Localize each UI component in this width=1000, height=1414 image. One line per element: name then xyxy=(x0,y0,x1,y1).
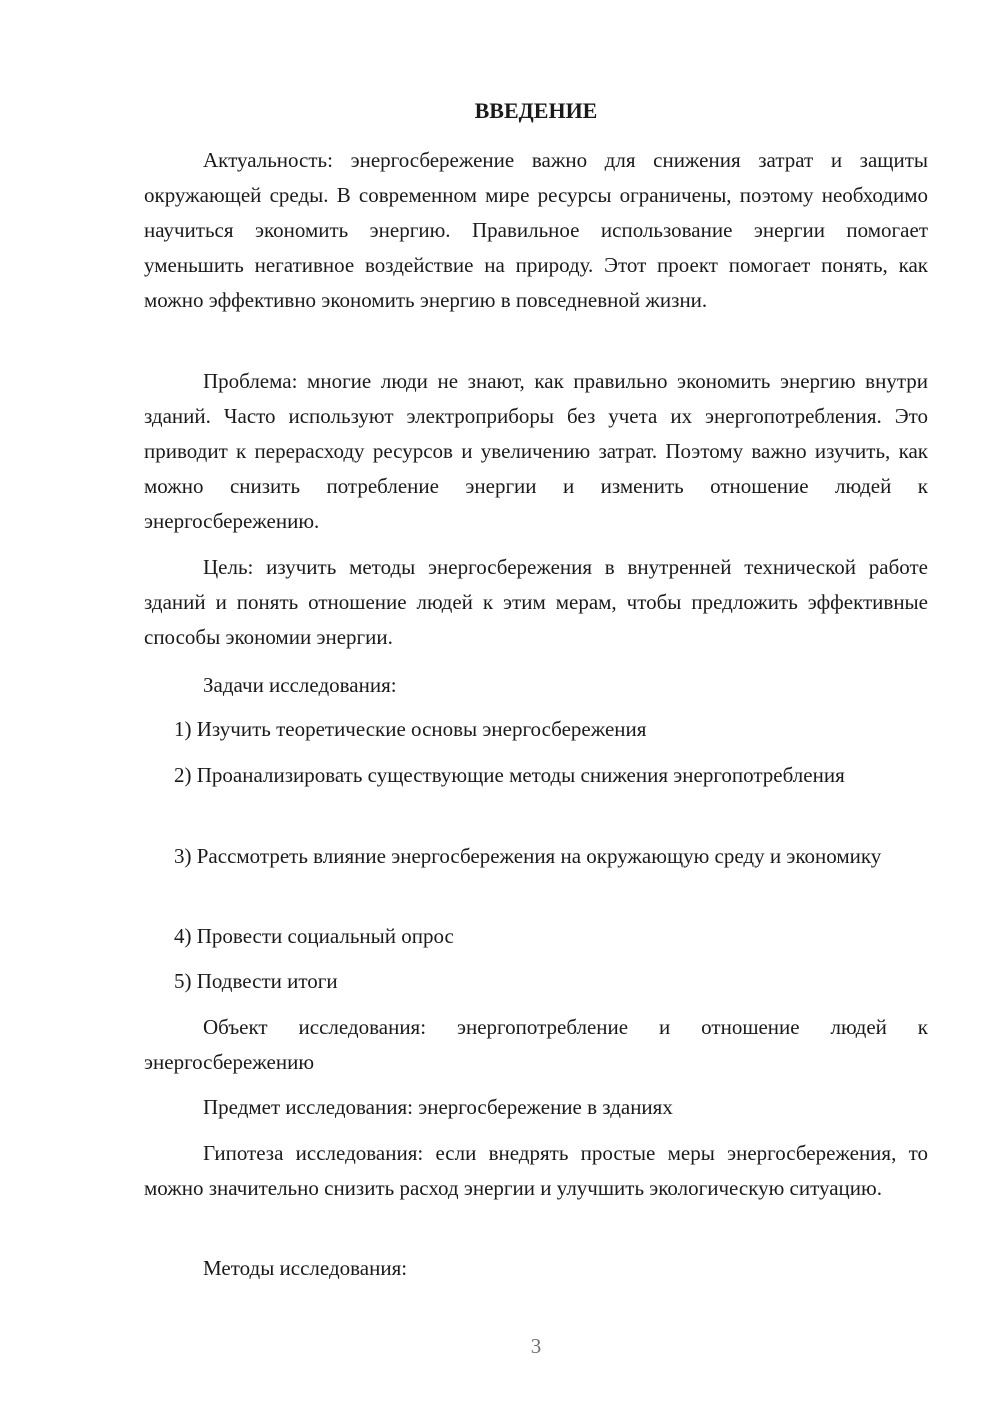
list-item-task-1: 1) Изучить теоретические основы энергосбережения xyxy=(174,717,647,741)
list-item-task-4: 4) Провести социальный опрос xyxy=(174,924,454,948)
page-title: ВВЕДЕНИЕ xyxy=(474,98,598,123)
paragraph-subject: Предмет исследования: энергосбережение в зданиях xyxy=(203,1095,673,1119)
paragraph-hypothesis: Гипотеза исследования: если внедрять простые меры энергосбережения, то можно значительно снизить расход энергии и улучшить экологическую ситуацию. xyxy=(144,1141,928,1200)
paragraph-problem: Проблема: многие люди не знают, как правильно экономить энергию внутри зданий. Часто используют электроприборы без учета их энергопотребления. Это приводит к перерасходу ресурсов и увеличению затрат. Поэтому важно изучить, как можно снизить потребление энергии и изменить отношение людей к энергосбережению. xyxy=(144,369,928,533)
list-item-task-3: 3) Рассмотреть влияние энергосбережения на окружающую среду и экономику xyxy=(174,844,882,868)
paragraph-relevance: Актуальность: энергосбережение важно для снижения затрат и защиты окружающей среды. В современном мире ресурсы ограничены, поэтому необходимо научиться экономить энергию. Правильное использование энергии помогает уменьшить негативное воздействие на природу. Этот проект помогает понять, как можно эффективно экономить энергию в повседневной жизни. xyxy=(144,148,928,312)
list-item-task-2: 2) Проанализировать существующие методы снижения энергопотребления xyxy=(174,763,845,787)
methods-heading: Методы исследования: xyxy=(203,1256,408,1280)
paragraph-object: Объект исследования: энергопотребление и отношение людей к энергосбережению xyxy=(144,1015,928,1074)
page-number: 3 xyxy=(530,1334,542,1358)
paragraph-goal: Цель: изучить методы энергосбережения в внутренней технической работе зданий и понять отношение людей к этим мерам, чтобы предложить эффективные способы экономии энергии. xyxy=(144,555,928,649)
list-item-task-5: 5) Подвести итоги xyxy=(174,969,338,993)
tasks-heading: Задачи исследования: xyxy=(203,673,397,697)
